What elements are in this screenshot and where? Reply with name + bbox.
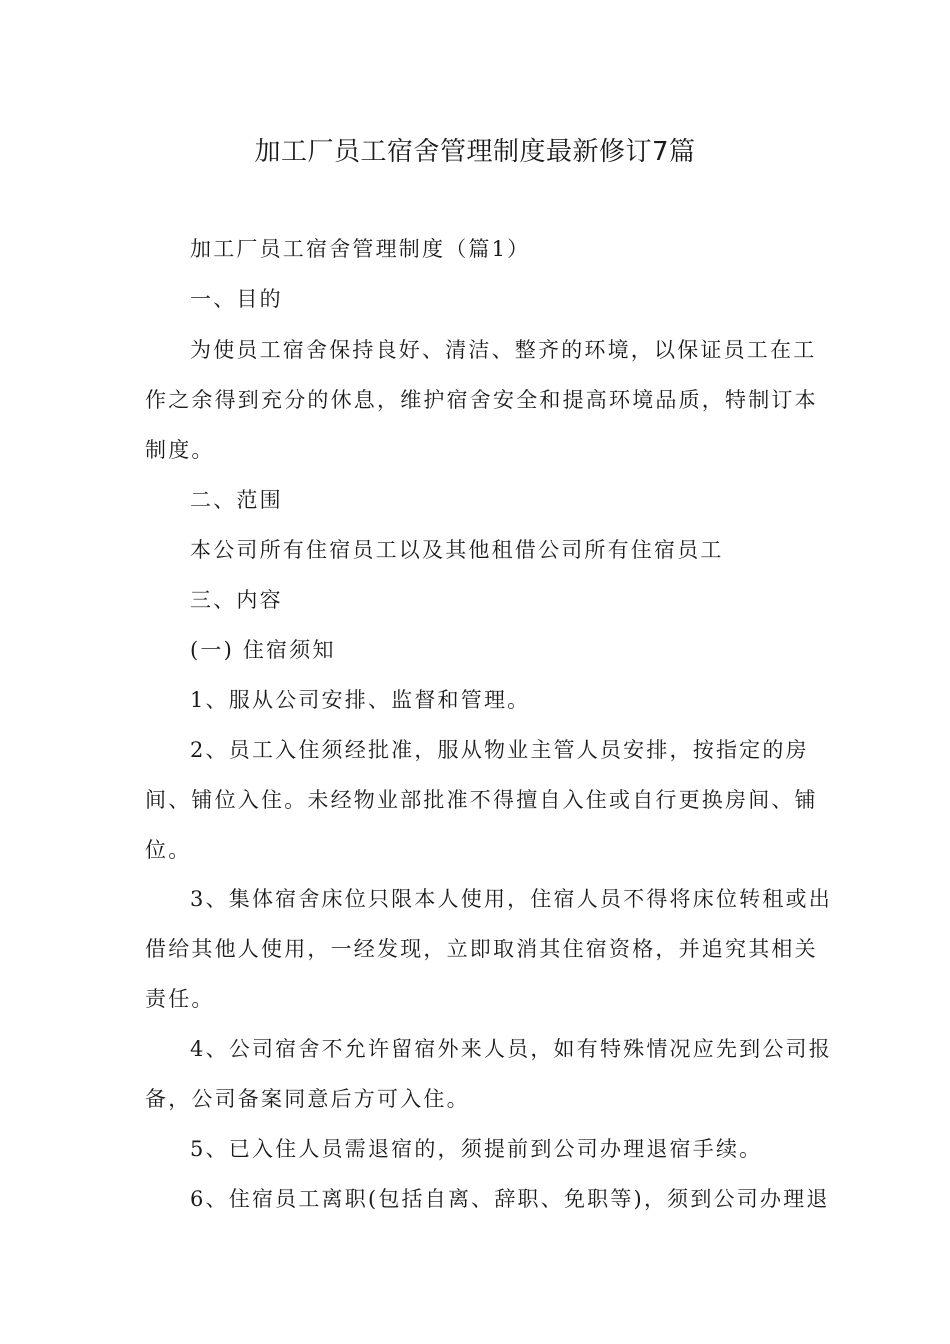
paragraph-line: 位。 (145, 838, 192, 862)
section-heading: 加工厂员工宿舍管理制度（篇1） (190, 237, 531, 261)
document-title: 加工厂员工宿舍管理制度最新修订7篇 (254, 137, 696, 167)
paragraph-line: 为使员工宿舍保持良好、清洁、整齐的环境，以保证员工在工 (190, 338, 817, 362)
paragraph-line: 间、铺位入住。未经物业部批准不得擅自入住或自行更换房间、铺 (145, 788, 818, 812)
list-item: 2、员工入住须经批准，服从物业主管人员安排，按指定的房 (190, 738, 809, 762)
subsection-heading: 一、目的 (190, 287, 283, 311)
list-item: 5、已入住人员需退宿的，须提前到公司办理退宿手续。 (190, 1137, 763, 1161)
list-item: 1、服从公司安排、监督和管理。 (190, 688, 531, 712)
subsection-heading: 二、范围 (190, 488, 283, 512)
list-item: 6、住宿员工离职(包括自离、辞职、免职等)，须到公司办理退 (190, 1187, 830, 1211)
paragraph-line: 制度。 (145, 438, 215, 462)
paragraph-line: 借给其他人使用，一经发现，立即取消其住宿资格，并追究其相关 (145, 937, 818, 961)
list-item: 4、公司宿舍不允许留宿外来人员，如有特殊情况应先到公司报 (190, 1037, 832, 1061)
paragraph-line: 备，公司备案同意后方可入住。 (145, 1087, 470, 1111)
list-item: 3、集体宿舍床位只限本人使用，住宿人员不得将床位转租或出 (190, 887, 832, 911)
paragraph-line: 本公司所有住宿员工以及其他租借公司所有住宿员工 (190, 538, 724, 562)
subsection-heading: (一) 住宿须知 (190, 638, 336, 662)
paragraph-line: 责任。 (145, 987, 215, 1011)
paragraph-line: 作之余得到充分的休息，维护宿舍安全和提高环境品质，特制订本 (145, 388, 818, 412)
subsection-heading: 三、内容 (190, 588, 283, 612)
